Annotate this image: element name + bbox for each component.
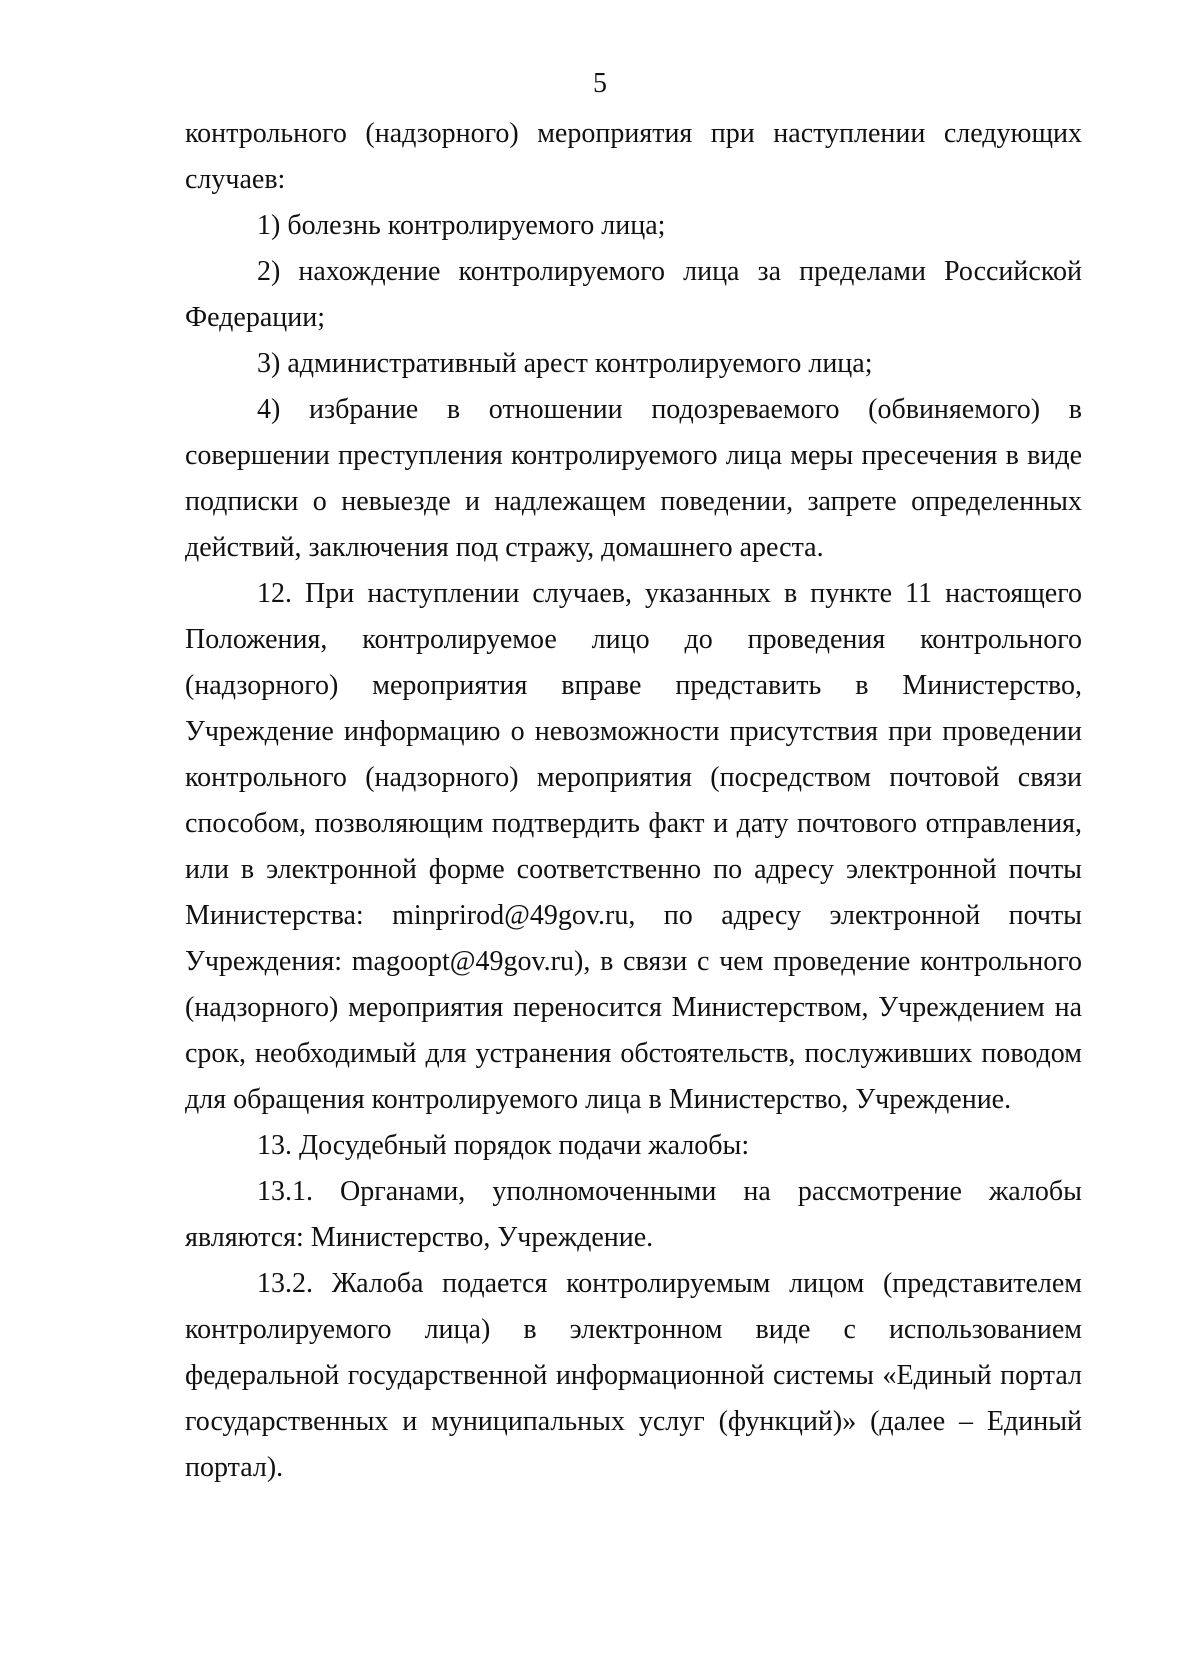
paragraph-13: 13. Досудебный порядок подачи жалобы: [257, 1130, 750, 1161]
paragraph-12: 12. При наступлении случаев, указанных в пункте 11 настоящего [257, 578, 1082, 609]
paragraph-13-1: 13.1. Органами, уполномоченными на рассмотрение жалобы [257, 1176, 1082, 1207]
page-number: 5 [593, 68, 607, 99]
text-line: Министерства: minprirod@49gov.ru, по адресу электронной почты [185, 900, 1082, 931]
text-line: Федерации; [185, 302, 326, 333]
text-line: являются: Министерство, Учреждение. [185, 1222, 654, 1253]
text-line: Учреждения: magoopt@49gov.ru), в связи с чем проведение контрольного [185, 946, 1082, 977]
text-line: контрольного (надзорного) мероприятия (посредством почтовой связи [185, 762, 1082, 793]
text-line: Учреждение информацию о невозможности присутствия при проведении [185, 716, 1082, 747]
text-line: подписки о невыезде и надлежащем поведении, запрете определенных [185, 486, 1082, 517]
text-line: портал). [185, 1452, 284, 1483]
text-line: способом, позволяющим подтвердить факт и дату почтового отправления, [185, 808, 1082, 839]
text-line: действий, заключения под стражу, домашнего ареста. [185, 532, 824, 563]
list-item-1: 1) болезнь контролируемого лица; [257, 210, 666, 241]
text-line: случаев: [185, 164, 286, 195]
text-line: федеральной государственной информационной системы «Единый портал [185, 1360, 1082, 1391]
text-line: контрольного (надзорного) мероприятия при наступлении следующих [185, 118, 1082, 149]
text-line: или в электронной форме соответственно по адресу электронной почты [185, 854, 1082, 885]
paragraph-13-2: 13.2. Жалоба подается контролируемым лицом (представителем [257, 1268, 1082, 1299]
text-line: (надзорного) мероприятия переносится Министерством, Учреждением на [185, 992, 1082, 1023]
text-line: государственных и муниципальных услуг (функций)» (далее – Единый [185, 1406, 1082, 1437]
text-line: контролируемого лица) в электронном виде с использованием [185, 1314, 1082, 1345]
text-line: для обращения контролируемого лица в Министерство, Учреждение. [185, 1084, 1012, 1115]
text-line: совершении преступления контролируемого лица меры пресечения в виде [185, 440, 1082, 471]
text-line: срок, необходимый для устранения обстоятельств, послуживших поводом [185, 1038, 1082, 1069]
list-item-4: 4) избрание в отношении подозреваемого (обвиняемого) в [257, 394, 1082, 425]
text-line: Положения, контролируемое лицо до проведения контрольного [185, 624, 1082, 655]
text-line: (надзорного) мероприятия вправе представить в Министерство, [185, 670, 1082, 701]
list-item-3: 3) административный арест контролируемого лица; [257, 348, 873, 379]
list-item-2: 2) нахождение контролируемого лица за пределами Российской [257, 256, 1082, 287]
